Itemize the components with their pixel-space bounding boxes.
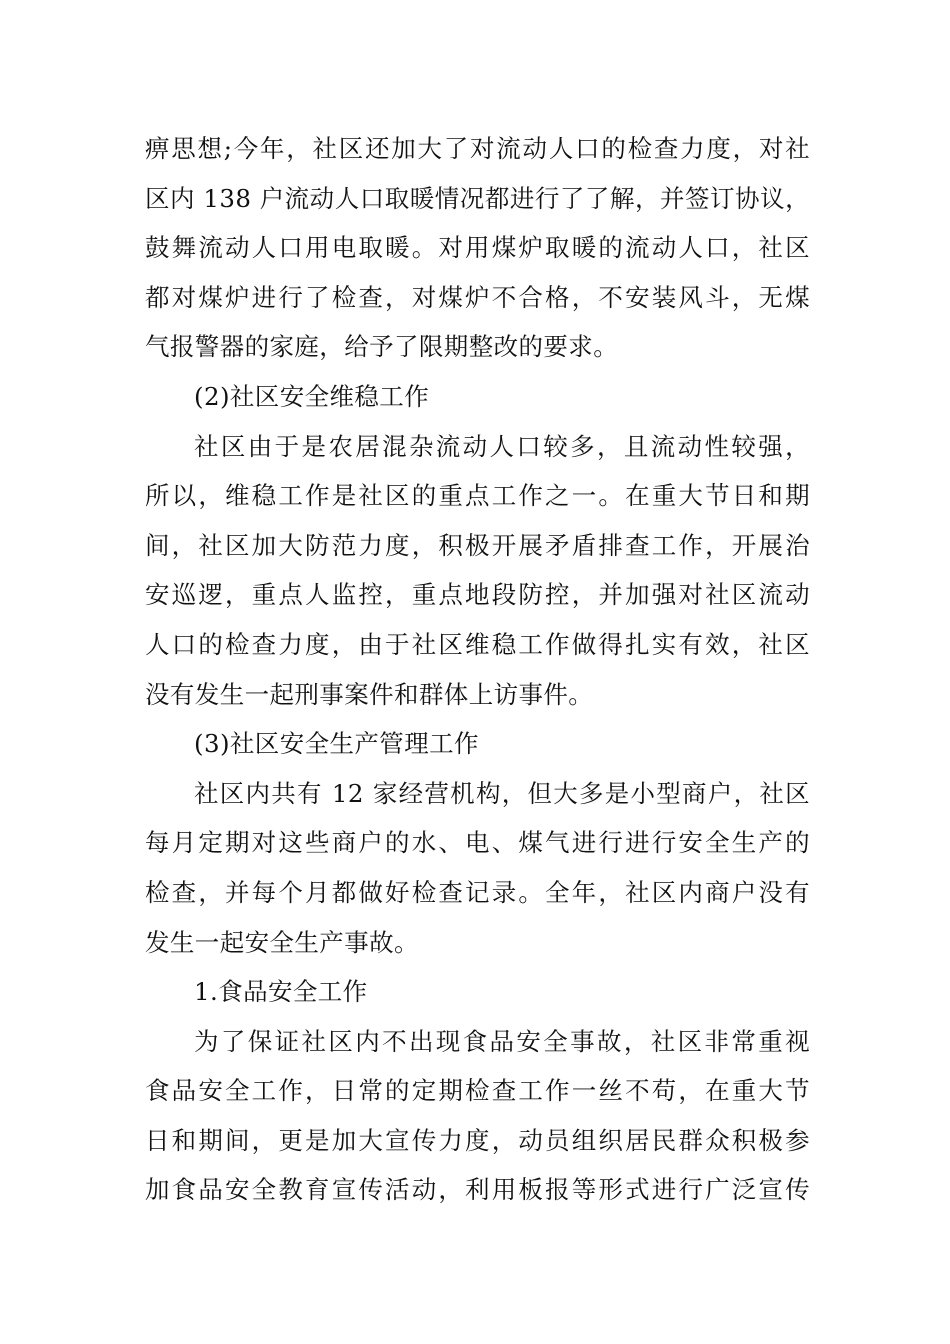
text-line: 加食品安全教育宣传活动，利用板报等形式进行广泛宣传 xyxy=(145,1175,810,1205)
text-line: 所以，维稳工作是社区的重点工作之一。在重大节日和期 xyxy=(145,481,810,511)
text-line: 气报警器的家庭，给予了限期整改的要求。 xyxy=(145,332,619,362)
section-heading: (3)社区安全生产管理工作 xyxy=(194,729,479,759)
text-line: 社区由于是农居混杂流动人口较多，且流动性较强， xyxy=(194,431,810,461)
text-line: 社区内共有 12 家经营机构，但大多是小型商户，社区 xyxy=(194,778,810,808)
text-line: 区内 138 户流动人口取暖情况都进行了了解，并签订协议， xyxy=(145,183,810,213)
text-line: 痹思想;今年，社区还加大了对流动人口的检查力度，对社 xyxy=(145,134,810,163)
document-body xyxy=(145,124,810,1215)
text-line: 日和期间，更是加大宣传力度，动员组织居民群众积极参 xyxy=(145,1125,810,1155)
text-line: 为了保证社区内不出现食品安全事故，社区非常重视 xyxy=(194,1026,810,1056)
text-line: 发生一起安全生产事故。 xyxy=(145,927,419,957)
text-line: 鼓舞流动人口用电取暖。对用煤炉取暖的流动人口，社区 xyxy=(145,233,810,263)
section-heading: 1.食品安全工作 xyxy=(194,977,368,1007)
text-line: 安巡逻，重点人监控，重点地段防控，并加强对社区流动 xyxy=(145,580,810,610)
text-line: 间，社区加大防范力度，积极开展矛盾排查工作，开展治 xyxy=(145,530,810,560)
text-line: 没有发生一起刑事案件和群体上访事件。 xyxy=(145,679,594,709)
text-line: 食品安全工作，日常的定期检查工作一丝不苟，在重大节 xyxy=(145,1076,810,1106)
section-heading: (2)社区安全维稳工作 xyxy=(194,381,430,411)
text-line: 每月定期对这些商户的水、电、煤气进行进行安全生产的 xyxy=(145,828,810,858)
text-line: 都对煤炉进行了检查，对煤炉不合格，不安装风斗，无煤 xyxy=(145,282,810,312)
text-line: 检查，并每个月都做好检查记录。全年，社区内商户没有 xyxy=(145,877,810,907)
text-line: 人口的检查力度，由于社区维稳工作做得扎实有效，社区 xyxy=(145,629,810,659)
